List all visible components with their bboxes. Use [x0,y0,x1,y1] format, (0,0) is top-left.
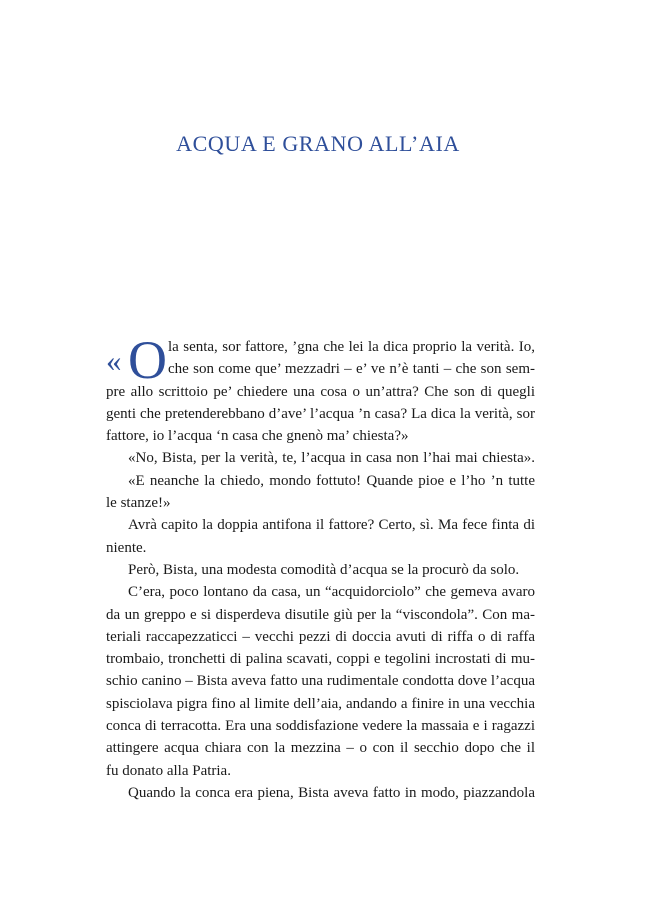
text-line: Quando la conca era piena, Bista aveva fatto in modo, piazzandola [128,784,535,801]
text-line: pre allo scrittoio pe’ chiedere una cosa o un’attra? Che son di quegli [106,383,535,400]
text-line: attingere acqua chiara con la mezzina – o con il secchio dopo che il [106,740,535,757]
opening-guillemet: « [106,343,122,378]
text-line: fu donato alla Patria. [106,762,231,779]
text-line: niente. [106,539,147,556]
drop-cap: O [128,330,167,390]
text-line: fattore, io l’acqua ‘n casa che gnenò ma’ chiesta?» [106,428,409,445]
text-line: la senta, sor fattore, ’gna che lei la dica proprio la verità. Io, [168,339,535,355]
text-line: Però, Bista, una modesta comodità d’acqua se la procurò da solo. [128,561,520,578]
text-line: genti che pretenderebbano d’ave’ l’acqua ’n casa? La dica la verità, sor [106,405,535,422]
text-line: schio canino – Bista aveva fatto una rudimentale condotta dove l’acqua [106,673,535,690]
body-text [106,330,535,804]
text-line: Avrà capito la doppia antifona il fattore? Certo, sì. Ma fece finta di [128,517,535,534]
text-line: le stanze!» [106,495,171,512]
text-line: «No, Bista, per la verità, te, l’acqua in casa non l’hai mai chiesta». [128,450,535,467]
text-line: da un greppo e si disperdeva disutile giù per la “viscondola”. Con ma- [106,606,535,623]
text-line: che son come que’ mezzadri – e’ ve n’è tanti – che son sem- [168,361,535,378]
chapter-title: ACQUA E GRANO ALL’AIA [176,131,460,156]
text-line: conca di terracotta. Era una soddisfazione vedere la massaia e i ragazzi [106,718,535,735]
text-line: teriali raccapezzaticci – vecchi pezzi di doccia avuti di riffa o di raffa [106,628,535,645]
text-line: trombaio, tronchetti di palina scavati, coppi e tegolini incrostati di mu- [106,651,535,668]
text-line: spisciolava pigra fino al limite dell’aia, andando a finire in una vecchia [106,695,535,712]
text-line: «E neanche la chiedo, mondo fottuto! Quande pioe e l’ho ’n tutte [128,472,535,489]
opening-paragraph [106,330,535,447]
text-line: C’era, poco lontano da casa, un “acquidorciolo” che gemeva avaro [128,584,535,601]
